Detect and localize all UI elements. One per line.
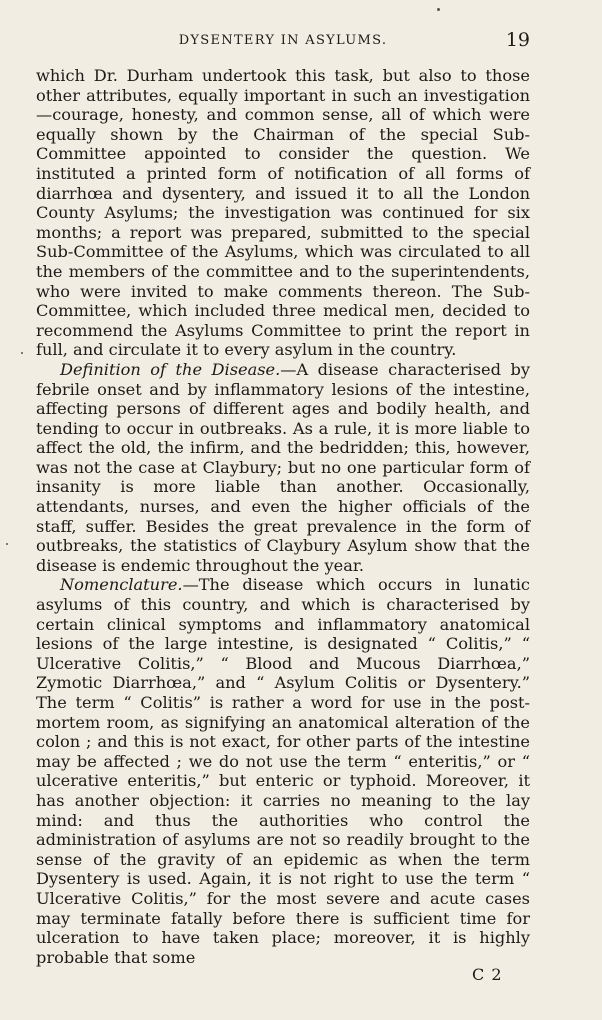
paragraph-intro bbox=[36, 66, 530, 360]
running-head: DYSENTERY IN ASYLUMS. bbox=[178, 33, 388, 48]
print-speck bbox=[21, 352, 23, 354]
paragraph-text: —The disease which occurs in lunatic asylums of this country, and which is characterised by certain clinical symptoms and inflammatory anatomical lesions of the large intestine, is designated “ Colitis,” “ Ulcerative Colitis,” “ Blood and Mucous Diarrhœa,” Zymotic Diarrhœa,” and “ Asylum Colitis or Dysentery.” The term “ Colitis” is rather a word for use in the post-mortem room, as signifying an anatomical alteration of the colon ; and this is not exact, for other parts of the intestine may be affected ; we do not use the term “ enteritis,” or “ ulcerative enteritis,” but enteric or typhoid. Moreover, it has another objection: it carries no meaning to the lay mind: and thus the authorities who control the administration of asylums are not so readily brought to the sense of the gravity of an epidemic as when the term Dysentery is used. Again, it is not right to use the term “ Ulcerative Colitis,” for the most severe and acute cases may terminate fatally before there is sufficient time for ulceration to have taken place; moreover, it is highly probable that some bbox=[36, 575, 530, 967]
paragraph-text: —A disease characterised by febrile onset and by inflammatory lesions of the intestine, affecting persons of different ages and bodily health, and tending to occur in outbreaks. As a rule, it is more liable to affect the old, the infirm, and the bedridden; this, however, was not the case at Claybury; but no one particular form of insanity is more liable than another. Occasionally, attendants, nurses, and even the higher officials of the staff, suffer. Besides the great prevalence in the form of outbreaks, the statistics of Claybury Asylum show that the disease is endemic throughout the year. bbox=[36, 359, 530, 575]
print-speck bbox=[6, 543, 8, 545]
page-header bbox=[36, 30, 530, 52]
section-heading-definition: Definition of the Disease. bbox=[60, 359, 281, 379]
body-text bbox=[36, 66, 530, 967]
section-heading-nomenclature: Nomenclature. bbox=[60, 575, 183, 595]
signature-mark: C 2 bbox=[472, 965, 503, 984]
paragraph-nomenclature bbox=[36, 575, 530, 967]
paragraph-text: which Dr. Durham undertook this task, but also to those other attributes, equally important in such an investigation —courage, honesty, and common sense, all of which were equally shown by the Chairman of the special Sub-Committee appointed to consider the question. We instituted a printed form of notification of all forms of diarrhœa and dysentery, and issued it to all the London County Asylums; the investigation was continued for six months; a report was prepared, submitted to the special Sub-Committee of the Asylums, which was circulated to all the members of the committee and to the superintendents, who were invited to make comments thereon. The Sub-Committee, which included three medical men, decided to recommend the Asylums Committee to print the report in full, and circulate it to every asylum in the country. bbox=[36, 66, 530, 360]
print-speck bbox=[437, 8, 440, 11]
page-number: 19 bbox=[505, 29, 530, 51]
paragraph-definition bbox=[36, 360, 530, 576]
